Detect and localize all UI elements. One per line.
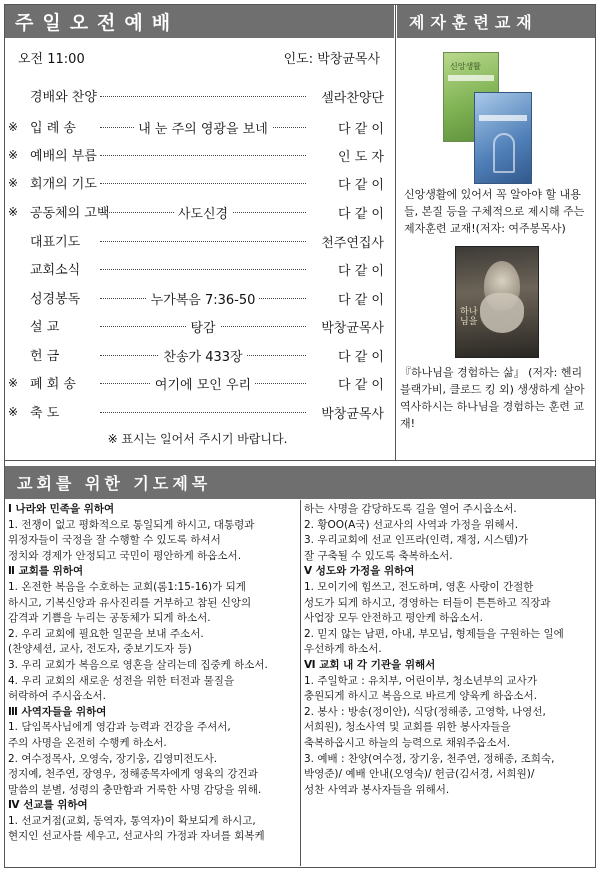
- service-row-label: 대표기도: [30, 235, 81, 250]
- prayer-line: 하시고, 기복신앙과 유사진리를 거부하고 참된 신앙의: [8, 596, 252, 609]
- service-row-content-wrap: [100, 346, 306, 365]
- service-row-person: 인 도 자: [338, 150, 384, 165]
- prayer-line: 2. 여수정목사, 오영숙, 장기웅, 김영미전도사.: [8, 752, 218, 765]
- service-row-person: 다 같 이: [338, 207, 384, 222]
- service-row-label: 경배와 찬양: [30, 90, 97, 105]
- stand-marker: ※: [8, 176, 19, 190]
- prayer-line: 2. 믿지 않는 남편, 아내, 부모님, 형제들을 구원하는 일에: [304, 627, 564, 640]
- column-divider: [395, 5, 396, 460]
- service-header: 주일오전예배: [5, 5, 394, 38]
- prayer-line: 1. 주일학교 : 유치부, 어린이부, 청소년부의 교사가: [304, 674, 537, 687]
- service-row: [8, 84, 384, 110]
- prayer-line: 하는 사명을 감당하도록 길을 열어 주시옵소서.: [304, 503, 517, 515]
- stand-marker: ※: [8, 376, 19, 390]
- standing-notice: ※ 표시는 일어서 주시기 바랍니다.: [107, 432, 288, 446]
- stand-marker: ※: [8, 148, 19, 162]
- service-row-label: 회개의 기도: [30, 177, 97, 192]
- prayer-line: 충원되게 하시고 복음으로 바르게 양육케 하옵소서.: [304, 690, 538, 703]
- service-row-content: 여기에 모인 우리: [151, 378, 255, 393]
- prayer-line: 2. 황OO(A국) 선교사의 사역과 가정을 위해서.: [304, 518, 519, 531]
- service-row: [8, 171, 384, 197]
- service-row-person: 천주연집사: [321, 236, 384, 251]
- stand-marker: ※: [8, 405, 19, 419]
- service-row-label: 헌 금: [30, 349, 60, 364]
- prayer-line: 축복하옵시고 하늘의 능력으로 채워주옵소서.: [304, 736, 511, 749]
- service-row: [8, 400, 384, 426]
- prayer-section-heading: Ⅲ 사역자들을 위하여: [8, 705, 107, 718]
- service-row: [8, 286, 384, 312]
- prayer-line: 1. 전쟁이 없고 평화적으로 통일되게 하시고, 대통령과: [8, 518, 255, 531]
- service-row-content-wrap: [100, 118, 306, 137]
- book-cover-title: 하나님을: [460, 307, 478, 327]
- book-description-1: 신앙생활에 있어서 꼭 알아야 할 내용들, 본질 등을 구체적으로 제시해 주는 제자훈련 교재!(저자: 여주봉목사): [404, 188, 585, 235]
- prayer-line: 2. 우리 교회에 필요한 일꾼을 보내 주소서.: [8, 627, 204, 640]
- book-description-2: 『하나님을 경험하는 삶』 (저자: 헨리 블랙가비, 클로드 킹 외) 생생하게 살아 역사하시는 하나님을 경험하는 훈련 교재!: [400, 366, 585, 430]
- prayer-line: 3. 우리 교회가 복음으로 영혼을 살리는데 집중케 하소서.: [8, 658, 268, 671]
- prayer-line: 4. 우리 교회의 새로운 성전을 위한 터전과 물질을: [8, 674, 235, 687]
- service-row-person: 박창균목사: [321, 407, 384, 422]
- prayer-header: 교회를 위한 기도제목: [5, 466, 595, 499]
- service-row: [8, 200, 384, 226]
- book-cover-experiencing-god: [455, 246, 539, 358]
- service-row-content: 누가복음 7:36-50: [147, 293, 260, 308]
- service-row-person: 다 같 이: [338, 350, 384, 365]
- prayer-section-heading: Ⅳ 선교를 위하여: [8, 799, 88, 812]
- leader-dots: [100, 269, 306, 270]
- book-cover-discipleship-blue: [474, 92, 532, 184]
- prayer-line: 정지예, 천주연, 장영우, 정해종목자에게 영육의 강건과: [8, 768, 258, 781]
- prayer-line: 잘 구축될 수 있도록 축복하소서.: [304, 549, 453, 562]
- service-row-person: 박창균목사: [321, 321, 384, 336]
- service-leader: 인도: 박창균목사: [283, 52, 380, 67]
- service-row-person: 다 같 이: [338, 178, 384, 193]
- service-row-label: 교회소식: [30, 263, 81, 278]
- prayer-line: 허락하여 주시옵소서.: [8, 690, 106, 703]
- service-row: [8, 229, 384, 255]
- prayer-line: 1. 온전한 복음을 수호하는 교회(롬1:15-16)가 되게: [8, 580, 246, 593]
- service-row-content: 내 눈 주의 영광을 보네: [134, 122, 272, 137]
- prayer-line: 성찬 사역과 봉사자들을 위해서.: [304, 783, 450, 796]
- prayer-line: 1. 선교거점(교회, 동역자, 통역자)이 확보되게 하시고,: [8, 814, 256, 827]
- stand-marker: ※: [8, 120, 19, 134]
- prayer-line: 우선하게 하소서.: [304, 643, 382, 656]
- service-row-label: 설 교: [30, 320, 60, 335]
- prayer-line: 주의 사명을 온전히 수행케 하소서.: [8, 736, 167, 749]
- prayer-line: 정치와 경제가 안정되고 국민이 평안하게 하옵소서.: [8, 549, 242, 562]
- prayer-line: 감격과 기쁨을 누리는 공동체가 되게 하소서.: [8, 612, 211, 625]
- service-row-label: 입 례 송: [30, 121, 76, 136]
- prayer-line: 1. 담임목사님에게 영감과 능력과 건강을 주셔서,: [8, 721, 231, 734]
- leader-dots: [100, 412, 306, 413]
- prayer-column-divider: [300, 500, 301, 866]
- service-meta: [18, 48, 380, 68]
- prayer-column-left: [8, 502, 298, 845]
- service-row: [8, 143, 384, 169]
- service-row: [8, 314, 384, 340]
- leader-dots: [100, 155, 306, 156]
- service-row-content: 탕감: [186, 321, 219, 336]
- leader-dots: [100, 96, 306, 97]
- prayer-line: 성도가 되게 하시고, 경영하는 터들이 튼튼하고 직장과: [304, 596, 551, 609]
- prayer-line: 서희원), 청소사역 및 교회를 위한 봉사자들을: [304, 721, 511, 734]
- prayer-line: 사업장 모두 안전하고 평안케 하옵소서.: [304, 612, 483, 625]
- service-row: [8, 343, 384, 369]
- prayer-column-right: [304, 502, 594, 798]
- prayer-line: (찬양세션, 교사, 전도자, 중보기도자 등): [8, 643, 192, 656]
- prayer-line: 현지인 선교사를 세우고, 선교사의 가정과 자녀를 회복케: [8, 830, 265, 843]
- service-row-content-wrap: [100, 317, 306, 336]
- service-row-content-wrap: [100, 289, 306, 308]
- service-row-person: 다 같 이: [338, 378, 384, 393]
- service-row: [8, 257, 384, 283]
- service-row-content-wrap: [100, 374, 306, 393]
- service-time: 오전 11:00: [18, 52, 85, 67]
- service-row-label: 예배의 부름: [30, 149, 97, 164]
- prayer-section-heading: Ⅰ 나라와 민족을 위하여: [8, 503, 115, 515]
- prayer-line: 3. 우리교회에 선교 인프라(인력, 재정, 시스템)가: [304, 534, 529, 547]
- prayer-line: 3. 예배 : 찬양(여수정, 장기웅, 천주연, 정해종, 조희숙,: [304, 752, 555, 765]
- service-row-person: 다 같 이: [338, 293, 384, 308]
- service-row-label: 폐 회 송: [30, 377, 76, 392]
- service-row-label: 성경봉독: [30, 292, 81, 307]
- leader-dots: [100, 241, 306, 242]
- prayer-line: 말씀의 분별, 성령의 충만함과 거룩한 사명 감당을 위해.: [8, 783, 262, 796]
- leader-dots: [100, 183, 306, 184]
- service-row-person: 셀라찬양단: [321, 91, 384, 106]
- service-row-content: 사도신경: [174, 207, 232, 222]
- service-row-content-wrap: [100, 203, 306, 222]
- prayer-section-heading: Ⅵ 교회 내 각 기관을 위해서: [304, 658, 436, 671]
- prayer-section-heading: Ⅴ 성도와 가정을 위하여: [304, 565, 415, 578]
- service-row-content: 찬송가 433장: [159, 350, 246, 365]
- section-divider: [5, 460, 595, 461]
- service-row: [8, 371, 384, 397]
- service-row-person: 다 같 이: [338, 264, 384, 279]
- service-row: [8, 115, 384, 141]
- service-row-person: 다 같 이: [338, 122, 384, 137]
- prayer-line: 2. 봉사 : 방송(정이안), 식당(정해종, 고영학, 나영선,: [304, 705, 546, 718]
- service-row-label: 공동체의 고백: [30, 206, 110, 221]
- prayer-line: 1. 모이기에 힘쓰고, 전도하며, 영혼 사랑이 간절한: [304, 580, 534, 593]
- book-cover-title: 신앙생활: [450, 62, 481, 71]
- service-row-label: 축 도: [30, 406, 60, 421]
- prayer-section-heading: Ⅱ 교회를 위하여: [8, 565, 84, 578]
- prayer-line: 위정자들이 국정을 잘 수행할 수 있도록 하셔서: [8, 534, 221, 547]
- stand-marker: ※: [8, 205, 19, 219]
- book-header: 제자훈련교재: [397, 5, 595, 38]
- prayer-line: 박영준)/ 예배 안내(오영숙)/ 헌금(김서경, 서희원)/: [304, 768, 535, 781]
